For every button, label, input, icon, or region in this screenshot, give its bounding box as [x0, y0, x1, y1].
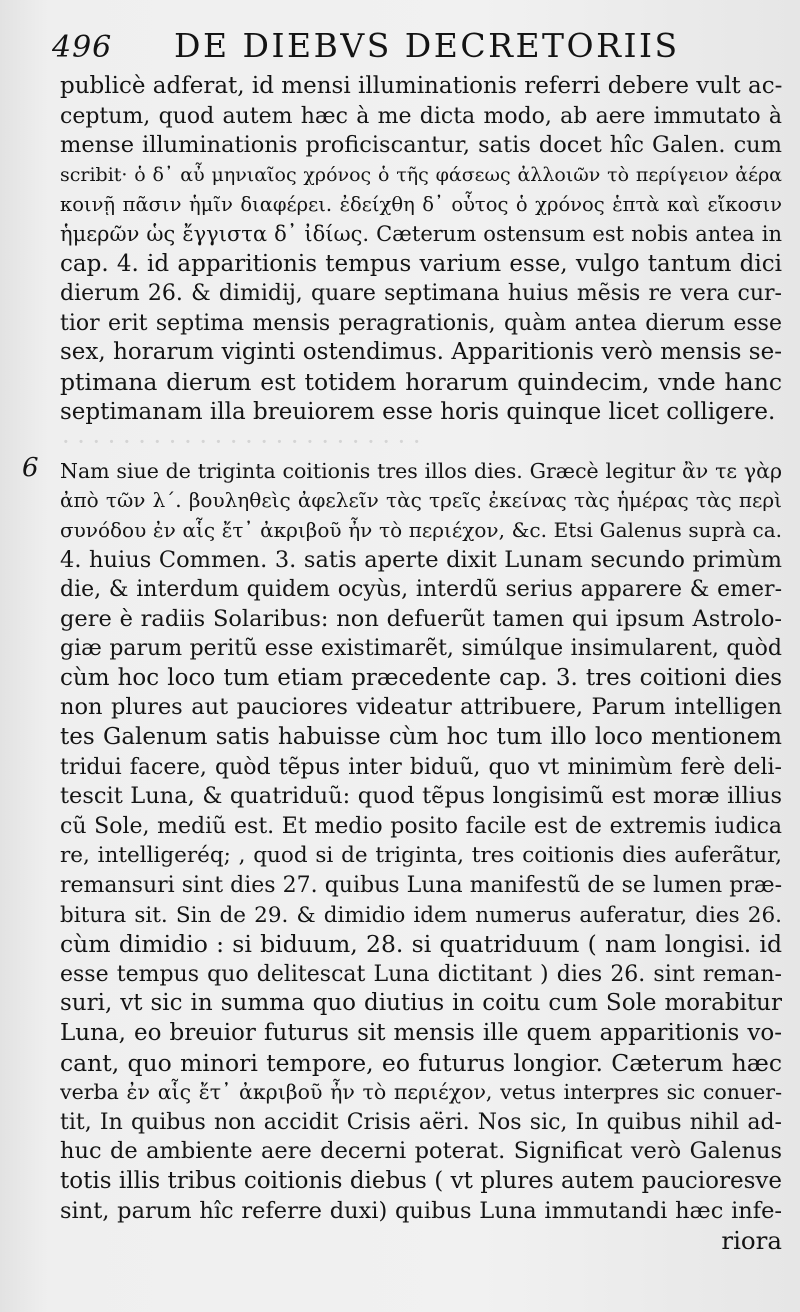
text-line: non plures aut pauciores videatur attribuere, Parum intelligen [60, 694, 782, 721]
text-line: ceptum, quod autem hæc à me dicta modo, ab aere immutato à [60, 103, 782, 129]
text-line: tescit Luna, & quatriduũ: quod tẽpus longisimũ est moræ illius [60, 783, 782, 810]
text-line: remansuri sint dies 27. quibus Luna manifestũ de se lumen præ- [60, 873, 782, 899]
page-number: 496 [52, 30, 113, 65]
text-line: Nam siue de triginta coitionis tres illos dies. Græcè legitur ἂν τε γὰρ [60, 458, 782, 483]
text-line: tit, In quibus non accidit Crisis aëri. Nos sic, In quibus nihil ad- [60, 1109, 782, 1135]
text-line: huc de ambiente aere decerni poterat. Significat verò Galenus [60, 1138, 782, 1165]
text-line: ἡμερῶν ὡς ἔγγιστα δ᾽ ἰδίως. Cæterum ostensum est nobis antea in [60, 221, 782, 246]
text-line: gere è radiis Solaribus: non defuerũt tamen qui ipsum Astrolo- [60, 605, 782, 632]
text-line: tior erit septima mensis peragrationis, quàm antea dierum esse [60, 310, 782, 336]
margin-note-number: 6 [22, 453, 39, 483]
text-line: cap. 4. id apparitionis tempus varium esse, vulgo tantum dici [60, 250, 782, 277]
running-header [52, 26, 782, 68]
text-line: sint, parum hîc referre duxi) quibus Luna immutandi hæc infe- [60, 1197, 782, 1224]
text-line: verba ἐν αἷς ἔτ᾽ ἀκριβοῦ ἦν τὸ περιέχον, vetus interpres sic conuer- [60, 1080, 782, 1105]
bleed-through-text: · · · · · · · · · · · · · · · · · · · · · · · · [62, 428, 421, 456]
text-line: giæ parum peritũ esse existimarẽt, simúlque insimularent, quòd [60, 636, 782, 662]
text-line: riora [721, 1226, 782, 1256]
text-line: συνόδου ἐν αἷς ἔτ᾽ ἀκριβοῦ ἦν τὸ περιέχον, &c. Etsi Galenus suprà ca. [60, 517, 782, 542]
text-line: Luna, eo breuior futurus sit mensis ille quem apparitionis vo- [60, 1020, 782, 1046]
text-line: suri, vt sic in summa quo diutius in coitu cum Sole morabitur [60, 990, 782, 1017]
body-text [60, 72, 782, 1256]
text-line: κοινῇ πᾶσιν ἡμῖν διαφέρει. ἐδείχθη δ᾽ οὗτος ὁ χρόνος ἑπτὰ καὶ εἴκοσιν [60, 193, 782, 217]
text-line: 4. huius Commen. 3. satis aperte dixit Lunam secundo primùm [60, 546, 782, 573]
text-line: septimanam illa breuiorem esse horis quinque licet colligere. [60, 398, 776, 425]
text-line: bitura sit. Sin de 29. & dimidio idem numerus auferatur, dies 26. [60, 902, 782, 928]
text-line: scribit· ὁ δ᾽ αὖ μηνιαῖος χρόνος ὁ τῆς φάσεως ἀλλοιῶν τὸ περίγειον ἀέρα [60, 163, 782, 186]
text-line: ἀπὸ τῶν λ´. βουληθεὶς ἀφελεῖν τὰς τρεῖς ἐκείνας τὰς ἡμέρας τὰς περὶ [60, 488, 782, 513]
text-line: cũ Sole, mediũ est. Et medio posito facile est de extremis iudica [60, 813, 782, 839]
text-line: cùm hoc loco tum etiam præcedente cap. 3. tres coitioni dies [60, 664, 782, 691]
text-line: tridui facere, quòd tẽpus inter biduũ, quo vt minimùm ferè deli- [60, 754, 782, 780]
text-line: cùm dimidio : si biduum, 28. si quatriduum ( nam longisi. id [60, 930, 782, 959]
text-line: re, intelligeréq; , quod si de triginta, tres coitionis dies auferãtur, [60, 843, 782, 869]
text-line: esse tempus quo delitescat Luna dictitant ) dies 26. sint reman- [60, 961, 782, 987]
text-line: publicè adferat, id mensi illuminationis referri debere vult ac- [60, 73, 782, 99]
text-line: die, & interdum quidem ocyùs, interdũ serius apparere & emer- [60, 577, 782, 603]
text-line [60, 427, 782, 457]
text-line: dierum 26. & dimidij, quare septimana huius mẽsis re vera cur- [60, 281, 782, 307]
running-title: DE DIEBVS DECRETORIIS [174, 26, 680, 65]
text-line: cant, quo minori tempore, eo futurus longior. Cæterum hæc [60, 1048, 782, 1077]
text-line: mense illuminationis proficiscantur, satis docet hîc Galen. cum [60, 132, 782, 159]
text-line: ptimana dierum est totidem horarum quindecim, vnde hanc [60, 367, 782, 396]
text-line: totis illis tribus coitionis diebus ( vt plures autem paucioresve [60, 1167, 782, 1194]
text-line: sex, horarum viginti ostendimus. Apparitionis verò mensis se- [60, 339, 782, 366]
text-line: tes Galenum satis habuisse cùm hoc tum illo loco mentionem [60, 724, 782, 751]
